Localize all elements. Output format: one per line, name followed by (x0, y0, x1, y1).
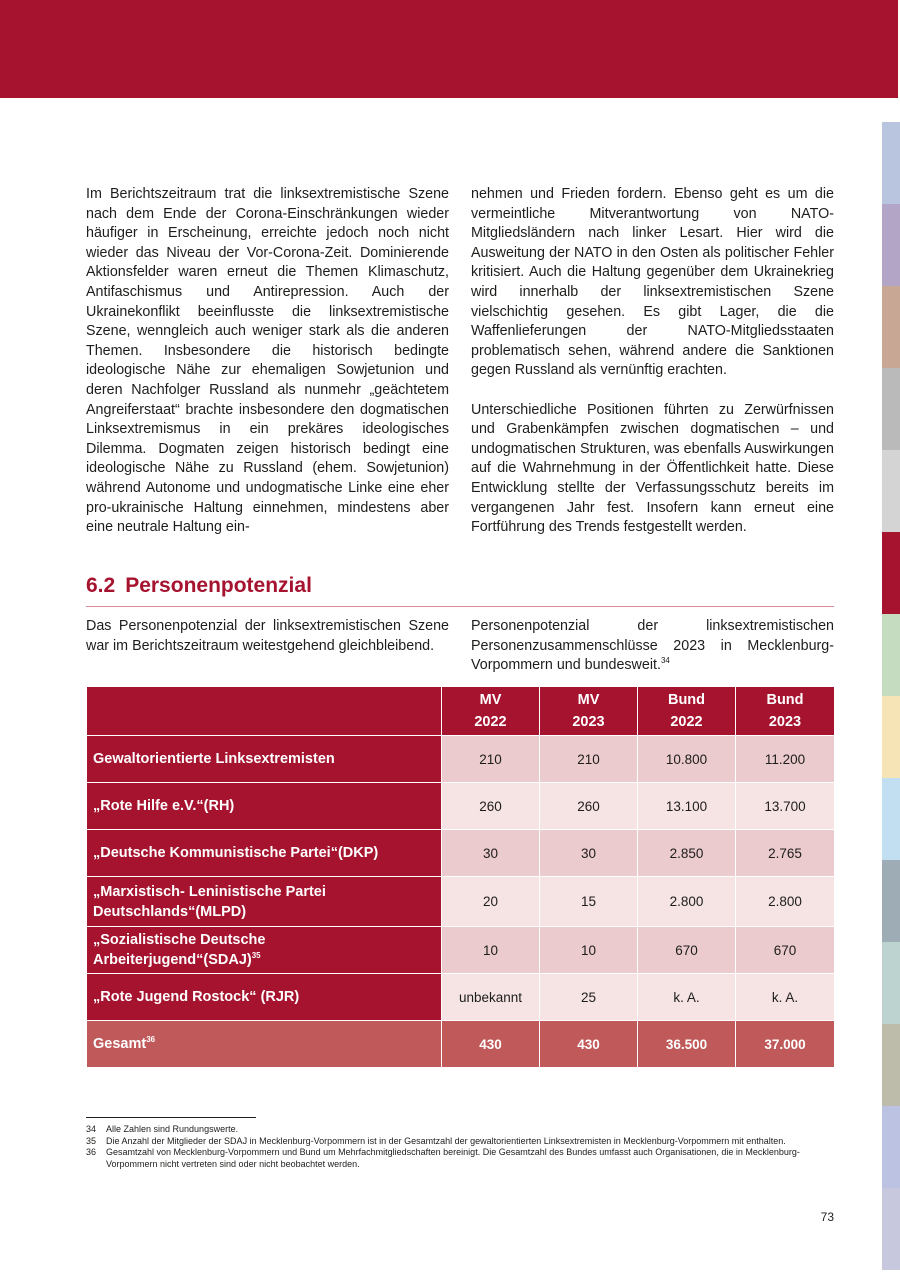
chapter-tab (882, 286, 900, 368)
chapter-tab (882, 1024, 900, 1106)
table-cell: k. A. (638, 974, 736, 1021)
section-heading (86, 570, 834, 607)
footnote: 35 Die Anzahl der Mitglieder der SDAJ in Mecklenburg-Vorpommern ist in der Gesamtzahl der gewaltorientierten Linksextremisten in Mecklenburg-Vorpommern mit enthalten. (86, 1135, 786, 1146)
section-title: Personenpotenzial (125, 574, 312, 597)
row-label: Gesamt$^{36}$ (87, 1021, 442, 1068)
column-header: MV 2023 (540, 687, 638, 736)
row-label: „Sozialistische Deutsche Arbeiterjugend“(SDAJ)$^{35}$ (87, 927, 442, 974)
table-cell: 10 (442, 927, 540, 974)
row-label: „Rote Hilfe e.V.“(RH) (87, 783, 442, 830)
page-number: 73 (820, 1210, 834, 1224)
chapter-tab (882, 1106, 900, 1188)
table-cell: 260 (540, 783, 638, 830)
table-cell: 10 (540, 927, 638, 974)
footnote-rule (86, 1117, 256, 1118)
chapter-tab (882, 532, 900, 614)
body-column-left (86, 185, 449, 557)
body-paragraph: nehmen und Frieden fordern. Ebenso geht es um die vermeintliche Mitverantwortung von NATO-Mitgliedsländern nach linker Lesart. Hier wird die Ausweitung der NATO in den Osten als politischer Fehler kritisiert. Auch die Haltung gegenüber dem Ukrainekrieg wird innerhalb der linksextremistischen Szene vielschichtig gesehen. Es gibt Lager, die die Waffenlieferungen der NATO-Mitgliedsstaaten problematisch sehen, während andere die Sanktionen gegen Russland als vernünftig erachten. (471, 186, 834, 379)
chapter-tab (882, 942, 900, 1024)
footnote-ref: 36 (146, 1035, 156, 1045)
table-cell: 10.800 (638, 736, 736, 783)
footnote: 34 Alle Zahlen sind Rundungswerte. (86, 1124, 239, 1134)
table-cell: unbekannt (442, 974, 540, 1021)
table-cell: 2.800 (736, 877, 835, 927)
table-cell: 13.100 (638, 783, 736, 830)
table-cell: 20 (442, 877, 540, 927)
chapter-tab (882, 204, 900, 286)
table-cell: 37.000 (736, 1021, 835, 1068)
table-total-row (87, 1021, 835, 1068)
table-cell: 25 (540, 974, 638, 1021)
table-header-row (87, 687, 835, 736)
body-paragraph: Unterschiedliche Positionen führten zu Zerwürfnissen und Grabenkämpfen zwischen dogmatischen – und undogmatischen Strukturen, was ebenfalls Auswirkungen auf die Wahrnehmung in der Öffentlichkeit hatte. Diese Entwicklung stellte der Verfassungsschutz bereits im vergangenen Jahr fest. Insofern kann erneut eine Fortführung des Trends festgestellt werden. (471, 401, 834, 536)
table-cell: 36.500 (638, 1021, 736, 1068)
table-cell: 30 (540, 830, 638, 877)
section-number: 6.2 (86, 574, 116, 597)
table-cell: 670 (736, 927, 835, 974)
table-cell: 11.200 (736, 736, 835, 783)
row-label: „Deutsche Kommunistische Partei“(DKP) (87, 830, 442, 877)
footnote-ref: 34 (660, 656, 670, 666)
table-cell: 210 (540, 736, 638, 783)
chapter-tab-strip (882, 122, 900, 1270)
chapter-tab (882, 860, 900, 942)
chapter-tab (882, 122, 900, 204)
top-banner (0, 0, 898, 98)
body-column-right (471, 185, 834, 557)
row-label: Gewaltorientierte Linksextremisten (87, 736, 442, 783)
table-cell: 2.800 (638, 877, 736, 927)
table-cell: 13.700 (736, 783, 835, 830)
intro-text-left: Das Personenpotenzial der linksextremistischen Szene war im Berichtszeitraum weitestgehend gleichbleibend. (86, 618, 449, 654)
table-caption-text: Personenpotenzial der linksextremistischen Personenzusammenschlüsse 2023 in Mecklenburg-Vorpommern und bundesweit. (471, 618, 834, 674)
column-header: MV 2022 (442, 687, 540, 736)
table-row (87, 783, 835, 830)
personenpotenzial-table (86, 686, 835, 1068)
body-paragraph: Im Berichtszeitraum trat die linksextremistische Szene nach dem Ende der Corona-Einschränkungen wieder häufiger in Erscheinung, erreichte jedoch noch nicht wieder das Niveau der Vor-Corona-Zeit. Dominierende Aktionsfelder waren erneut die Themen Klimaschutz, Antifaschismus und Antirepression. Auch der Ukrainekonflikt beeinflusste die linksextremistische Szene, wenngleich auch weniger stark als die anderen Themen. Insbesondere die historisch bedingte ideologische Nähe zur ehemaligen Sowjetunion und deren Nachfolger Russland als nunmehr „geächtetem Angreiferstaat“ brachte insbesondere den dogmatischen Linksextremismus in ein prekäres ideologisches Dilemma. Dogmaten zeigen historisch bedingt eine ideologische Nähe zu Russland (ehem. Sowjetunion) während Autonome und undogmatische Linke eine eher pro-ukrainische Haltung einnehmen, mindestens aber eine neutrale Haltung ein- (86, 186, 449, 536)
header-empty-cell (87, 687, 442, 736)
row-label: „Rote Jugend Rostock“ (RJR) (87, 974, 442, 1021)
chapter-tab (882, 696, 900, 778)
table-row (87, 974, 835, 1021)
table-row (87, 830, 835, 877)
column-header: Bund 2023 (736, 687, 835, 736)
table-caption (471, 617, 834, 676)
table-cell: 2.850 (638, 830, 736, 877)
footnotes (86, 1124, 834, 1170)
chapter-tab (882, 614, 900, 696)
table-cell: 30 (442, 830, 540, 877)
table-cell: 210 (442, 736, 540, 783)
table-row (87, 736, 835, 783)
footnote: 36 Gesamtzahl von Mecklenburg-Vorpommern und Bund um Mehrfachmitgliedschaften bereinigt. Die Gesamtzahl des Bundes umfasst auch Organisationen, die in Mecklenburg-Vorpommern nicht vertreten sind oder nicht beobachtet werden. (86, 1147, 800, 1169)
table-cell: 15 (540, 877, 638, 927)
table-row (87, 927, 835, 974)
row-label: „Marxistisch- Leninistische Partei Deutschlands“(MLPD) (87, 877, 442, 927)
table-cell: 2.765 (736, 830, 835, 877)
table-cell: 430 (540, 1021, 638, 1068)
chapter-tab (882, 368, 900, 450)
table-cell: 260 (442, 783, 540, 830)
table-cell: 670 (638, 927, 736, 974)
table-cell: 430 (442, 1021, 540, 1068)
table-cell: k. A. (736, 974, 835, 1021)
chapter-tab (882, 778, 900, 860)
chapter-tab (882, 1188, 900, 1270)
footnote-ref: 35 (251, 951, 261, 961)
table-row (87, 877, 835, 927)
column-header: Bund 2022 (638, 687, 736, 736)
chapter-tab (882, 450, 900, 532)
